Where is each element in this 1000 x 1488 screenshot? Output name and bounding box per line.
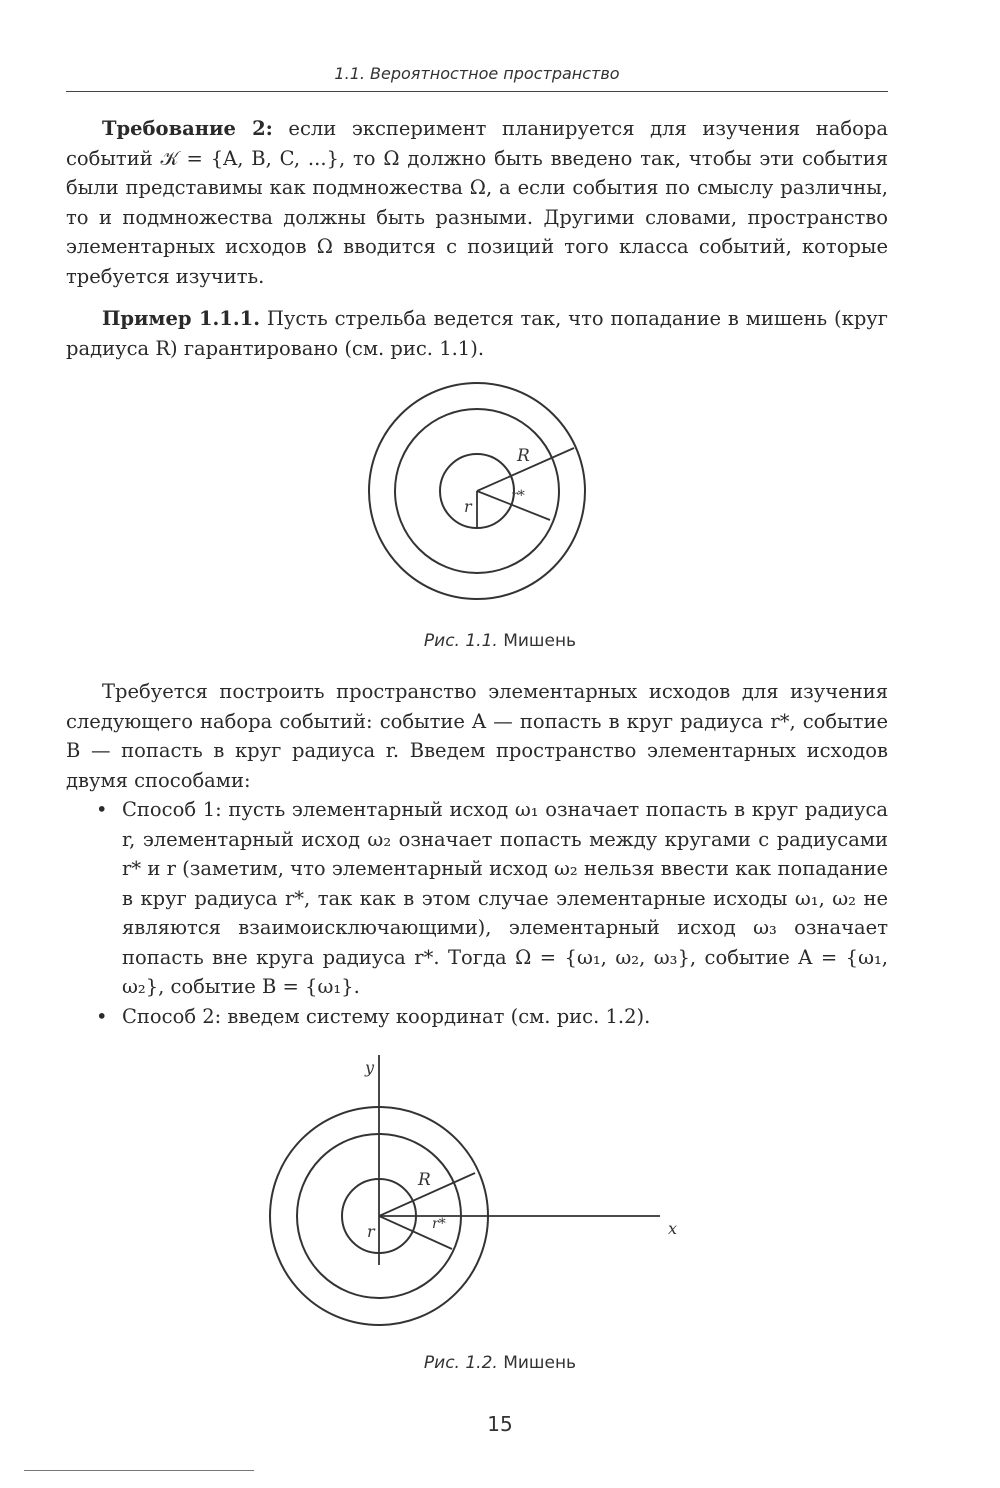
label-x: x [668, 1219, 678, 1238]
figure-1-1-caption [0, 631, 1000, 651]
example-paragraph [66, 304, 888, 363]
bullet-marker: • [96, 1004, 108, 1028]
label-y: y [365, 1058, 375, 1077]
figure-1-1-caption-number: Рис. 1.1. [423, 631, 498, 651]
figure-1-1-caption-text: Мишень [497, 631, 577, 651]
example-text: Пусть стрельба ведется так, что попадание в мишень (круг радиуса R) гарантировано (см. рис. 1.1). [66, 307, 888, 360]
requirement-paragraph [66, 114, 888, 291]
label-r: r [464, 497, 472, 516]
figure-1-2-caption-text: Мишень [497, 1353, 577, 1373]
label-R: R [418, 1170, 431, 1190]
figure-1-1-target-diagram [360, 380, 600, 620]
figure-1-2-coordinate-target-diagram [260, 1045, 700, 1345]
methods-list [66, 795, 888, 1031]
label-R: R [517, 446, 530, 466]
running-head: 1.1. Вероятностное пространство [334, 64, 620, 83]
bullet-marker: • [96, 798, 108, 821]
method-2-text: Способ 2: введем систему координат (см. рис. 1.2). [122, 1004, 651, 1028]
label-r: r [367, 1222, 375, 1241]
label-rstar: r* [511, 488, 525, 504]
label-rstar: r* [432, 1216, 446, 1232]
example-label: Пример 1.1.1. [102, 307, 261, 330]
figure-1-2-caption [0, 1353, 1000, 1373]
header-rule [66, 91, 888, 92]
bottom-rule [24, 1470, 254, 1471]
page-number: 15 [487, 1412, 513, 1436]
requirement-label: Требование 2: [102, 117, 273, 140]
list-item [66, 795, 888, 1002]
requirement-text: если эксперимент планируется для изучения набора событий 𝒦 = {A, B, C, ...}, то Ω должно быть введено так, чтобы эти события были представимы как подмножества Ω, а если события по смыслу различны, то и подмножества должны быть разными. Другими словами, пространство элементарных исходов Ω вводится с позиций того класса событий, которые требуется изучить. [66, 117, 888, 288]
method-1-text: Способ 1: пусть элементарный исход ω₁ означает попасть в круг радиуса r, элементарный исход ω₂ означает попасть между кругами с радиусами r* и r (заметим, что элементарный исход ω₂ нельзя ввести как попадание в круг радиуса r*, так как в этом случае элементарные исходы ω₁, ω₂ не являются взаимоисключающими), элементарный исход ω₃ означает попасть вне круга радиуса r*. Тогда Ω = {ω₁, ω₂, ω₃}, событие A = {ω₁, ω₂}, событие B = {ω₁}. [122, 798, 888, 998]
figure-1-2-caption-number: Рис. 1.2. [423, 1353, 498, 1373]
task-paragraph: Требуется построить пространство элементарных исходов для изучения следующего набора событий: событие A — попасть в круг радиуса r*, событие B — попасть в круг радиуса r. Введем пространство элементарных исходов двумя способами: [66, 680, 888, 792]
list-item [66, 1002, 888, 1032]
